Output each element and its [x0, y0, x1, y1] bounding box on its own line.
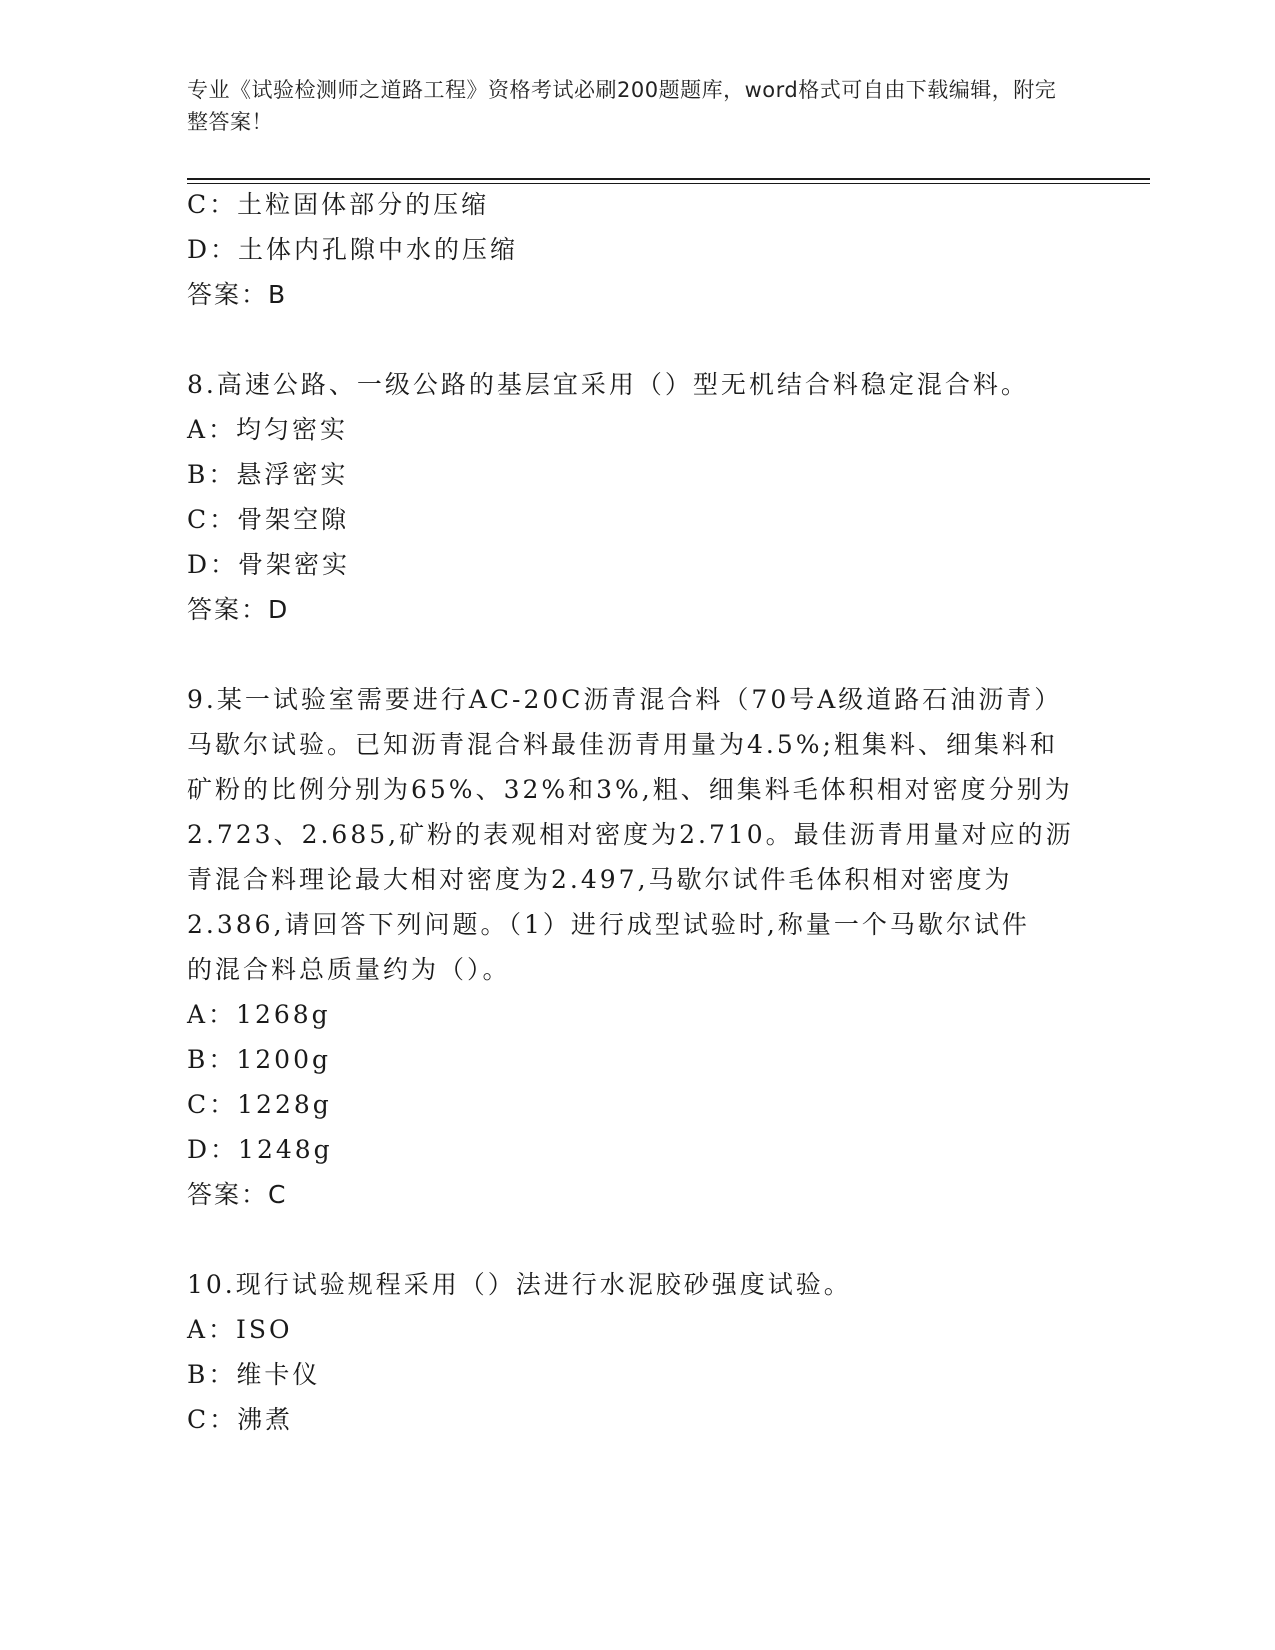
q8-option-b: B：悬浮密实	[187, 460, 349, 489]
q8-option-d: D：骨架密实	[187, 550, 351, 579]
q9-option-d: D：1248g	[187, 1135, 333, 1164]
q10-option-c: C：沸煮	[187, 1405, 294, 1434]
q7-answer: 答案：B	[187, 280, 288, 309]
q9-stem-line-2: 马歇尔试验。已知沥青混合料最佳沥青用量为4.5%;粗集料、细集料和	[187, 730, 1058, 759]
q9-stem-line-1: 9.某一试验室需要进行AC-20C沥青混合料（70号A级道路石油沥青）	[187, 685, 1063, 714]
q9-option-b: B：1200g	[187, 1045, 331, 1074]
q9-option-a: A：1268g	[187, 1000, 331, 1029]
q7-option-c: C：土粒固体部分的压缩	[187, 190, 490, 219]
q9-answer: 答案：C	[187, 1180, 288, 1209]
q8-answer: 答案：D	[187, 595, 290, 624]
q10-option-b: B：维卡仪	[187, 1360, 321, 1389]
q9-stem-line-7: 的混合料总质量约为（）。	[187, 955, 511, 984]
q9-stem-line-5: 青混合料理论最大相对密度为2.497,马歇尔试件毛体积相对密度为	[187, 865, 1013, 894]
q9-option-c: C：1228g	[187, 1090, 332, 1119]
q8-option-a: A：均匀密实	[187, 415, 349, 444]
q9-stem-line-6: 2.386,请回答下列问题。（1）进行成型试验时,称量一个马歇尔试件	[187, 910, 1030, 939]
header-divider-thin	[187, 183, 1150, 184]
q7-option-d: D：土体内孔隙中水的压缩	[187, 235, 519, 264]
document-header: 专业《试验检测师之道路工程》资格考试必刷200题题库，word格式可自由下载编辑，附完整答案！	[187, 78, 1057, 134]
q9-stem-line-4: 2.723、2.685,矿粉的表观相对密度为2.710。最佳沥青用量对应的沥	[187, 820, 1074, 849]
q10-stem: 10.现行试验规程采用（）法进行水泥胶砂强度试验。	[187, 1270, 852, 1299]
q9-stem-line-3: 矿粉的比例分别为65%、32%和3%,粗、细集料毛体积相对密度分别为	[187, 775, 1073, 804]
header-divider-thick	[187, 178, 1150, 180]
q8-option-c: C：骨架空隙	[187, 505, 350, 534]
q10-option-a: A：ISO	[187, 1315, 293, 1344]
q8-stem: 8.高速公路、一级公路的基层宜采用（）型无机结合料稳定混合料。	[187, 370, 1029, 399]
